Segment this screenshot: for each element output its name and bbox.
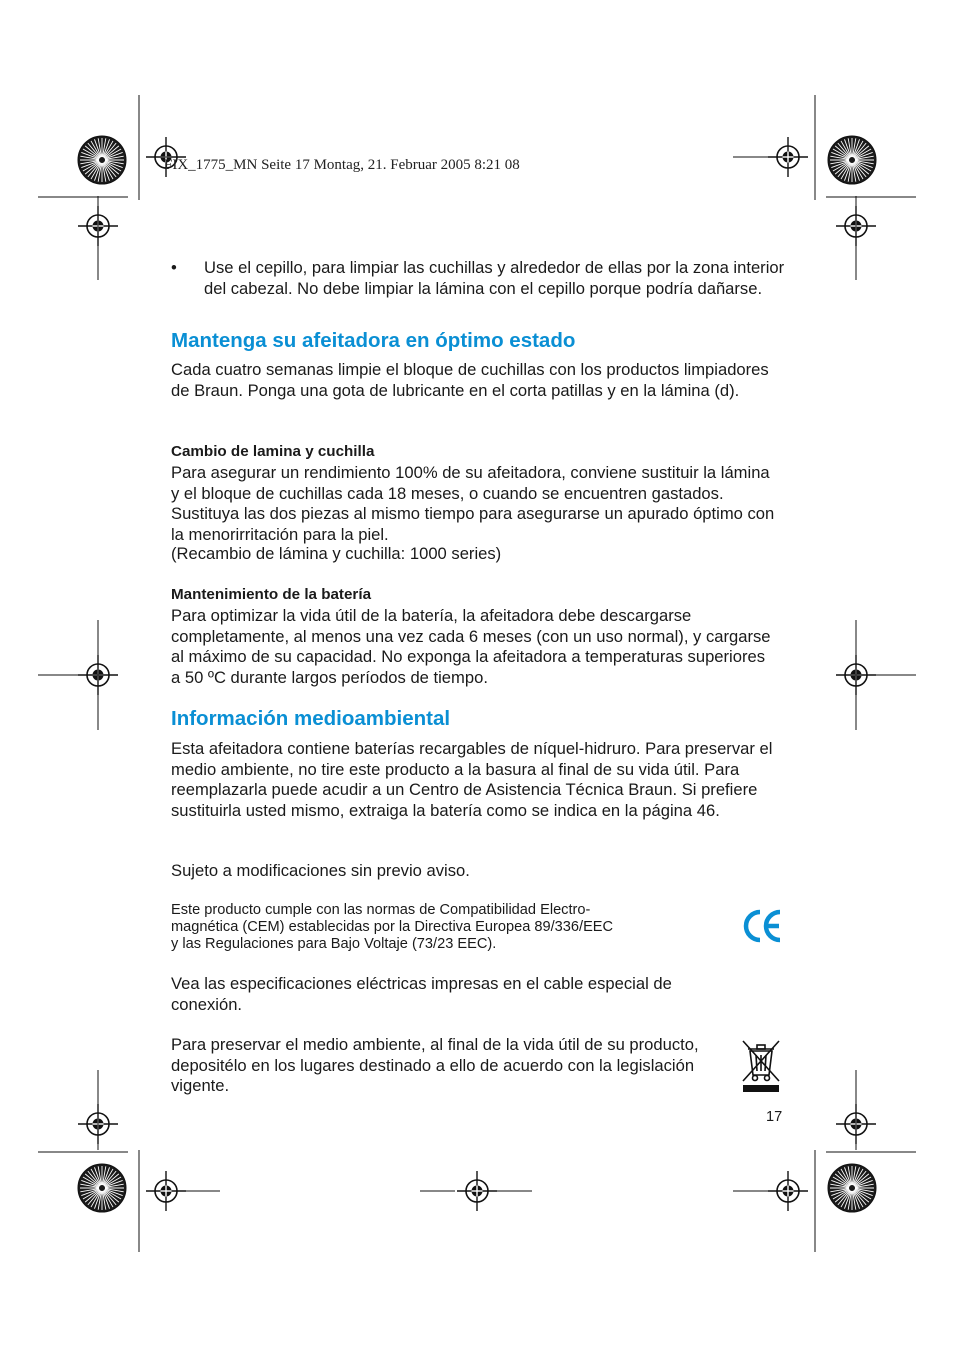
sunburst-color-bar-icon	[828, 136, 876, 184]
paragraph-foil-replacement: Para asegurar un rendimiento 100% de su afeitadora, conviene sustituir la lámina y el bloque de cuchillas cada 18 meses, o cuando se encuentren gastados. Sustituya las dos piezas al mismo tiempo para asegurarse un apurado óptimo con la menorirritación para la piel.	[171, 463, 775, 544]
sunburst-color-bar-icon	[78, 1164, 126, 1212]
heading-battery-maintenance: Mantenimiento de la batería	[171, 586, 372, 603]
registration-mark-icon	[457, 1171, 497, 1211]
page-number: 17	[766, 1109, 783, 1125]
registration-mark-icon	[768, 1171, 808, 1211]
ce-mark-icon	[740, 906, 784, 946]
ce-statement-line-1: Este producto cumple con las normas de Compatibilidad Electro-	[171, 902, 591, 918]
sunburst-color-bar-icon	[78, 136, 126, 184]
registration-mark-icon	[768, 137, 808, 177]
paragraph-battery-maintenance: Para optimizar la vida útil de la batería, la afeitadora debe descargarse completamente, al menos una vez cada 6 meses (con un uso normal), y cargarse al máximo de su capacidad. No exponga la afeitadora a temperaturas superiores a 50 ºC durante largos períodos de tiempo.	[171, 606, 771, 687]
heading-maintenance: Mantenga su afeitadora en óptimo estado	[171, 329, 576, 352]
paragraph-environment: Esta afeitadora contiene baterías recargables de níquel-hidruro. Para preservar el medio ambiente, no tire este producto a la basura al final de su vida útil. Para reemplazarla puede acudir a un Centro de Asistencia Técnica Braun. Si prefiere sustituirla usted mismo, extraiga la batería como se indica en la página 46.	[171, 739, 773, 820]
heading-foil-replacement: Cambio de lamina y cuchilla	[171, 443, 375, 460]
notice-modifications: Sujeto a modificaciones sin previo aviso.	[171, 861, 470, 880]
bullet-text-brush: Use el cepillo, para limpiar las cuchillas y alrededor de ellas por la zona interior del cabezal. No debe limpiar la lámina con el cepillo porque podría dañarse.	[204, 258, 785, 298]
ce-statement-line-2: magnética (CEM) establecidas por la Directiva Europea 89/336/EEC	[171, 919, 614, 935]
printer-slug: FIX_1775_MN Seite 17 Montag, 21. Februar 2005 8:21 08	[164, 157, 520, 173]
paragraph-disposal: Para preservar el medio ambiente, al final de la vida útil de su producto, depositélo en los lugares destinado a ello de acuerdo con la legislación vigente.	[171, 1035, 699, 1095]
sunburst-color-bar-icon	[828, 1164, 876, 1212]
bullet-symbol: •	[171, 258, 177, 277]
ce-statement-line-3: y las Regulaciones para Bajo Voltaje (73/23 EEC).	[171, 936, 497, 952]
foil-replacement-note: (Recambio de lámina y cuchilla: 1000 series)	[171, 544, 502, 563]
paragraph-electrical-specs: Vea las especificaciones eléctricas impresas en el cable especial de conexión.	[171, 974, 672, 1014]
heading-environment: Información medioambiental	[171, 707, 451, 730]
registration-mark-icon	[146, 1171, 186, 1211]
crossed-out-wheelie-bin-icon	[739, 1037, 783, 1097]
paragraph-maintenance: Cada cuatro semanas limpie el bloque de cuchillas con los productos limpiadores de Braun. Ponga una gota de lubricante en el corta patillas y en la lámina (d).	[171, 360, 769, 400]
